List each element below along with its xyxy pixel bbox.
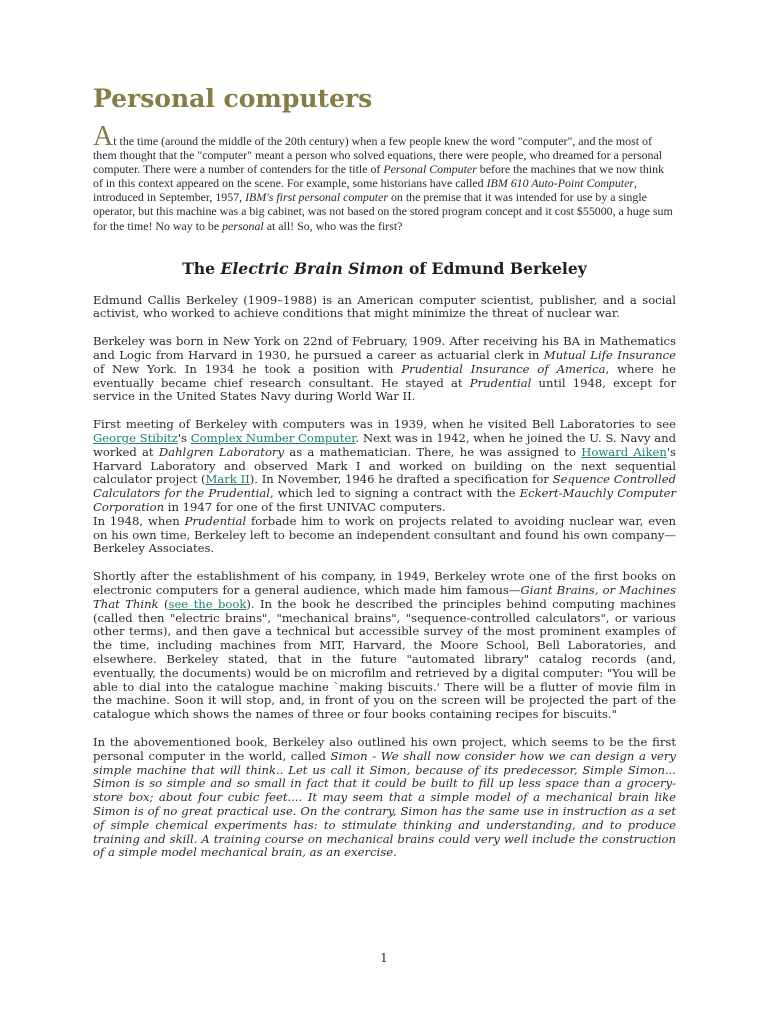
link-mark-ii[interactable]: Mark II [205,472,250,487]
paragraph-bio: Edmund Callis Berkeley (1909–1988) is an American computer scientist, publisher, and a social activist, who worked to achieve conditions that might minimize the threat of nuclear war. [93,292,676,321]
paragraph-giant-brains: Shortly after the establishment of his company, in 1949, Berkeley wrote one of the first books on electronic computers for a general audience, which made him famous—Giant Brains, or Machines That Think (see the book). In the book he described the principles behind computing machines (called then "electric brains", "mechanical brains", "sequence-controlled calculators", or various other terms), and then gave a technical but accessible survey of the most prominent examples of the time, including machines from MIT, Harvard, the Moore School, Bell Laboratories, and elsewhere. Berkeley stated, that in the future "automated library" catalog records (and, eventually, the documents) would be on microfilm and retrieved by a digital computer: "You will be able to dial into the catalogue machine `making biscuits.' There will be a flutter of movie film in the machine. Soon it will stop, and, in front of you on the screen will be projected the part of the catalogue which shows the names of three or four books containing recipes for biscuits." [93,569,677,722]
paragraph-computers: First meeting of Berkeley with computers was in 1939, when he visited Bell Laboratories to see George Stibitz's Complex Number Computer. Next was in 1942, when he joined the U. S. Navy and worked at Dahlgren Laboratory as a mathematician. There, he was assigned to Howard Aiken's Harvard Laboratory and observed Mark I and worked on building on the next sequential calculator project (Mark II). In November, 1946 he drafted a specification for Sequence Controlled Calculators for the Prudential, which led to signing a contract with the Eckert-Mauchly Computer Corporation in 1947 for one of the first UNIVAC computers. In 1948, when Prudential forbade him to work on projects related to avoiding nuclear war, even on his own time, Berkeley left to become an independent consultant and found his own company—Berkeley Associates. [93,417,677,556]
link-howard-aiken[interactable]: Howard Aiken [581,444,667,459]
page-number: 1 [380,951,388,965]
section-heading: The Electric Brain Simon of Edmund Berkeley [182,258,587,278]
page-title: Personal computers [93,84,373,113]
link-complex-number-computer[interactable]: Complex Number Computer [190,431,356,446]
drop-cap: A [93,121,114,152]
paragraph-simon: In the abovementioned book, Berkeley also outlined his own project, which seems to be the first personal computer in the world, called Simon - We shall now consider how we can design a very simple machine that will think.. Let us call it Simon, because of its predecessor, Simple Simon... Simon is so simple and so small in fact that it could be built to fill up less space than a grocery-store box; about four cubic feet.... It may seem that a simple model of a mechanical brain like Simon is of no great practical use. On the contrary, Simon has the same use in instruction as a set of simple chemical experiments has: to stimulate thinking and understanding, and to produce training and skill. A training course on mechanical brains could very well include the construction of a simple model mechanical brain, as an exercise. [93,734,676,860]
paragraph-early-career: Berkeley was born in New York on 22nd of February, 1909. After receiving his BA in Mathematics and Logic from Harvard in 1930, he pursued a career as actuarial clerk in Mutual Life Insurance of New York. In 1934 he took a position with Prudential Insurance of America, where he eventually became chief research consultant. He stayed at Prudential until 1948, except for service in the United States Navy during World War II. [93,334,676,404]
intro-paragraph: At the time (around the middle of the 20th century) when a few people knew the word "computer", and the most of them thought that the "computer" meant a person who solved equations, there were people, who dreamed for a personal computer. There were a number of contenders for the title of Personal Computer before the machines that we now think of in this context appeared on the scene. For example, some historians have called IBM 610 Auto-Point Computer, introduced in September, 1957, IBM's first personal computer on the premise that it was intended for use by a single operator, but this machine was a big cabinet, was not based on the stored program concept and it cost $55000, a huge sum for the time! No way to be personal at all! So, who was the first? [93,121,673,233]
document-page [93,84,676,874]
link-see-the-book[interactable]: see the book [168,596,247,611]
link-george-stibitz[interactable]: George Stibitz [93,431,178,446]
